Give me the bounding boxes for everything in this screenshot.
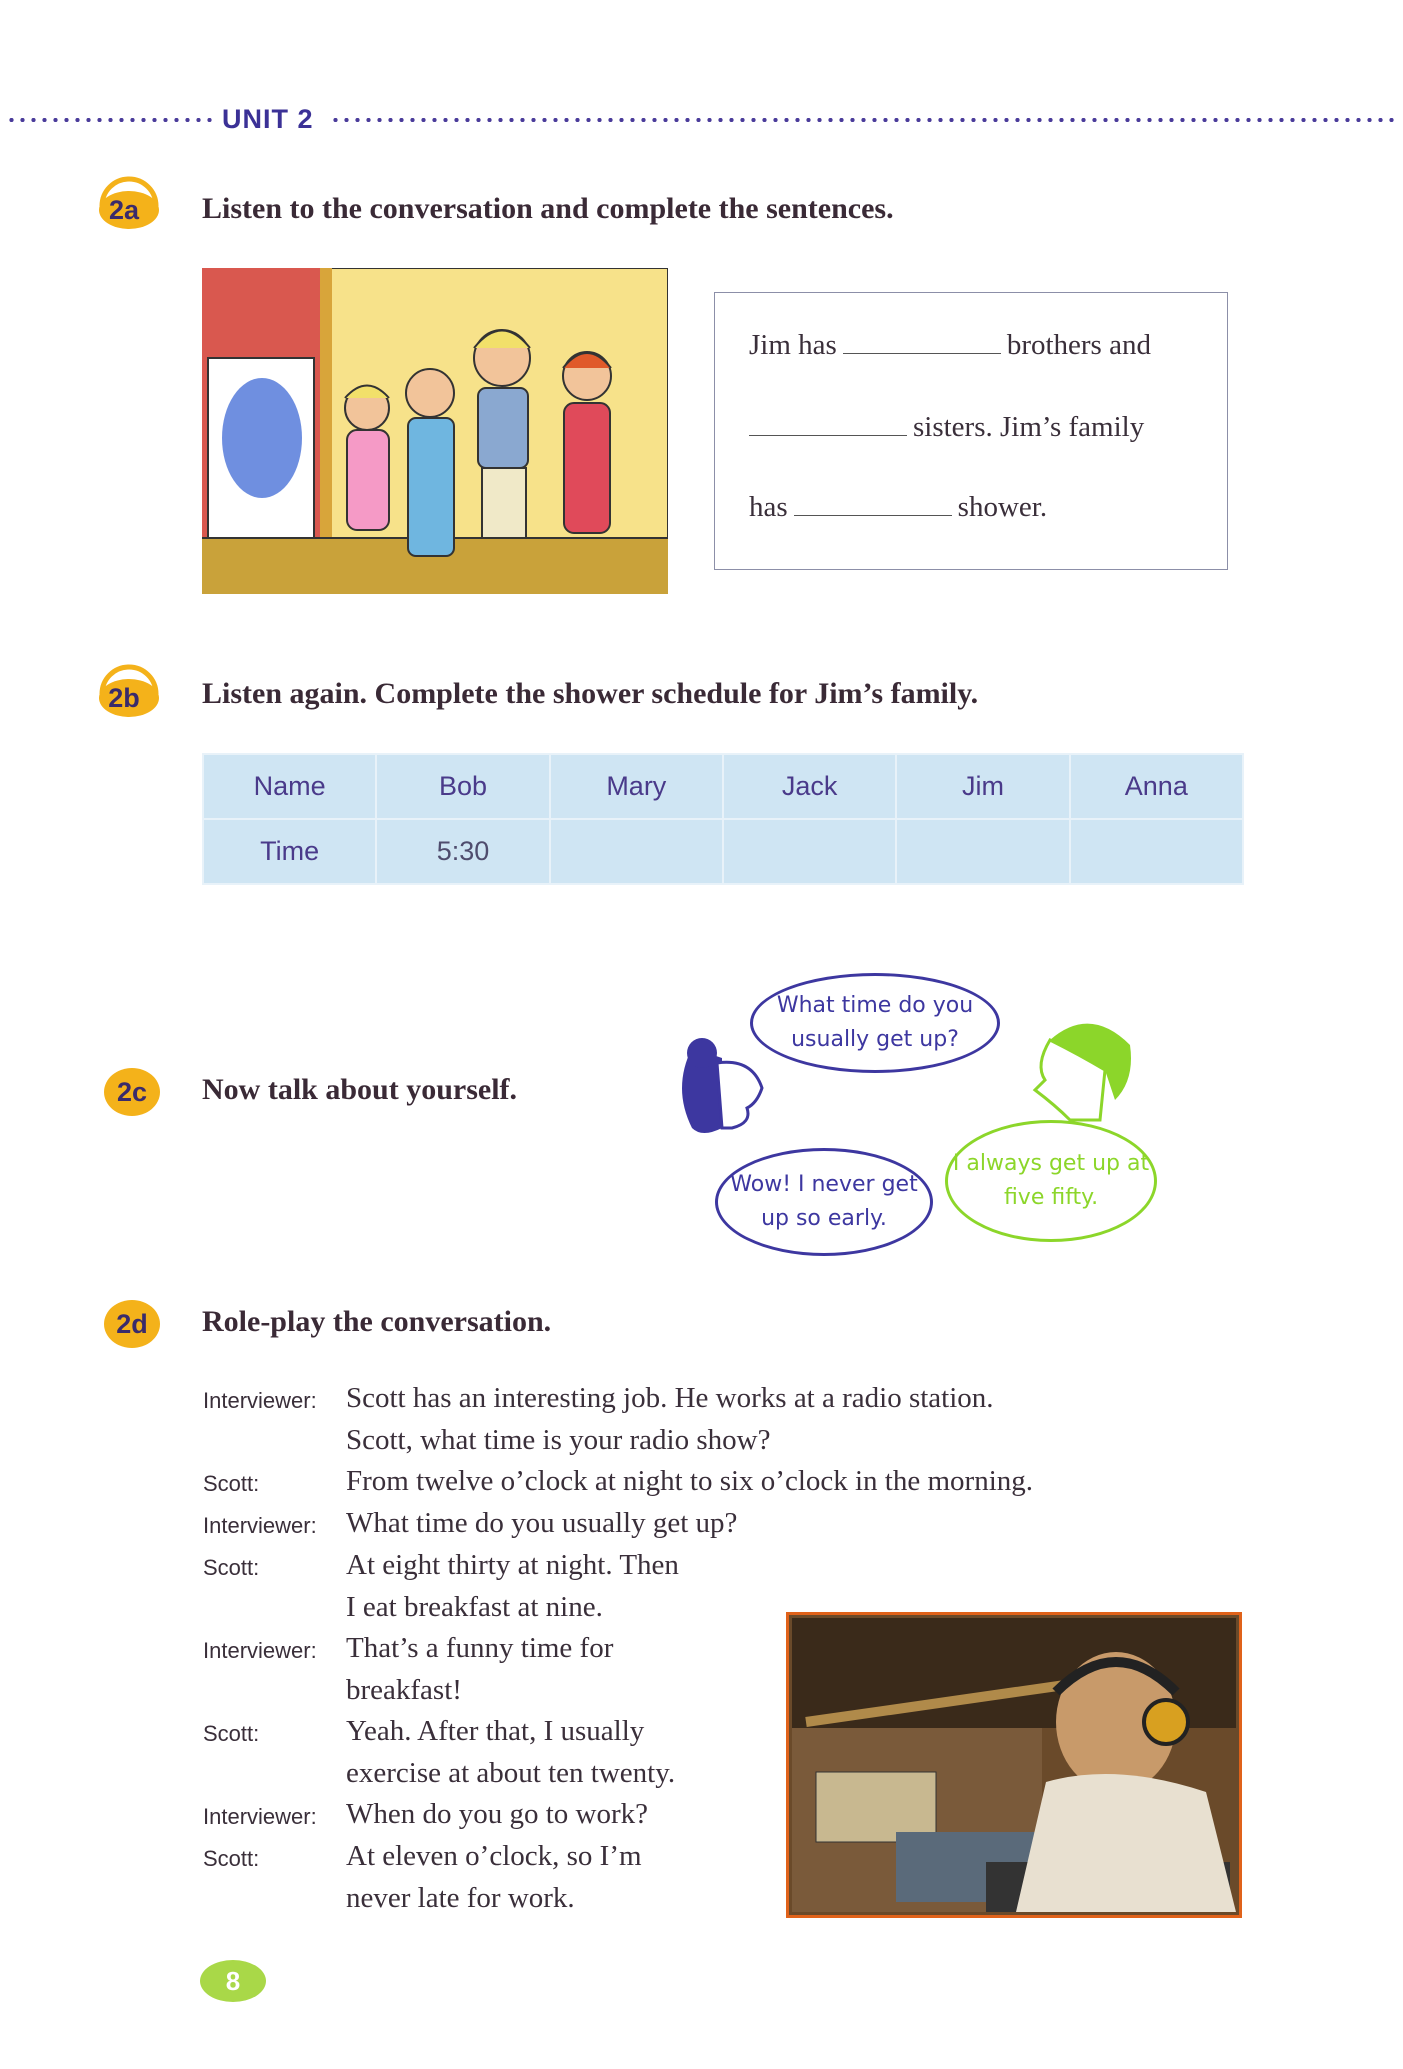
section-title-2b: Listen again. Complete the shower schedule for Jim’s family. xyxy=(202,677,979,710)
table-row-label: Time xyxy=(203,819,376,884)
table-cell-blank[interactable] xyxy=(1070,819,1243,884)
table-header-cell: Anna xyxy=(1070,754,1243,819)
speaker-label: Interviewer: xyxy=(203,1388,317,1413)
section-title-2c: Now talk about yourself. xyxy=(202,1073,518,1106)
speaker-label: Scott: xyxy=(203,1555,260,1580)
dialog-line: never late for work. xyxy=(346,1882,575,1914)
table-cell-blank[interactable] xyxy=(550,819,723,884)
shower-schedule-table xyxy=(202,753,1244,885)
section-title-2d: Role-play the conversation. xyxy=(202,1305,552,1338)
section-badge-2c: 2c xyxy=(104,1068,160,1116)
dialog-line: Scott, what time is your radio show? xyxy=(346,1424,771,1456)
table-row xyxy=(203,819,1243,884)
speaker-label: Interviewer: xyxy=(203,1513,317,1538)
sentence-line-2: sisters. Jim’s family xyxy=(749,411,1144,444)
dialog-line: At eight thirty at night. Then xyxy=(346,1549,679,1581)
radio-station-photo xyxy=(786,1612,1242,1918)
dialog-line: What time do you usually get up? xyxy=(346,1507,738,1539)
speaker-label: Scott: xyxy=(203,1471,260,1496)
dialog-line: exercise at about ten twenty. xyxy=(346,1757,676,1789)
family-shower-illustration xyxy=(202,268,668,594)
page-number: 8 xyxy=(200,1960,266,2002)
section-badge-2a: 2a xyxy=(94,188,148,228)
blank-shower[interactable] xyxy=(794,511,952,516)
table-cell-blank[interactable] xyxy=(896,819,1069,884)
blank-sisters[interactable] xyxy=(749,431,907,436)
sentence-line-3: has shower. xyxy=(749,491,1048,523)
blank-brothers[interactable] xyxy=(843,349,1001,354)
table-cell: 5:30 xyxy=(376,819,549,884)
speech-bubble-question: What time do you usually get up? xyxy=(750,973,1000,1073)
speech-bubble-answer: I always get up at five fifty. xyxy=(945,1120,1157,1242)
section-title-2a: Listen to the conversation and complete the sentences. xyxy=(202,192,894,225)
sentence-line-1: Jim has brothers and xyxy=(749,329,1151,361)
table-header-cell: Jack xyxy=(723,754,896,819)
dialog-line: Scott has an interesting job. He works at a radio station. xyxy=(346,1382,994,1414)
dialog-line: I eat breakfast at nine. xyxy=(346,1591,603,1623)
dotted-rule-right xyxy=(330,118,1400,122)
man-face-illustration xyxy=(1010,1010,1140,1130)
dialog-line: Yeah. After that, I usually xyxy=(346,1715,645,1747)
dotted-rule-left xyxy=(6,118,216,122)
section-badge-2d: 2d xyxy=(104,1300,160,1348)
dialog-line: That’s a funny time for xyxy=(346,1632,614,1664)
unit-header xyxy=(0,104,1403,134)
table-header-row xyxy=(203,754,1243,819)
dialog-line: When do you go to work? xyxy=(346,1798,649,1830)
speaker-label: Interviewer: xyxy=(203,1804,317,1829)
fill-in-sentences-box xyxy=(714,292,1228,570)
unit-label: UNIT 2 xyxy=(222,104,314,134)
dialog-line: breakfast! xyxy=(346,1674,462,1706)
table-header-cell: Jim xyxy=(896,754,1069,819)
dialog-line: From twelve o’clock at night to six o’clock in the morning. xyxy=(346,1465,1034,1497)
dialog-line: At eleven o’clock, so I’m xyxy=(346,1840,642,1872)
speech-bubble-reply: Wow! I never get up so early. xyxy=(715,1148,933,1256)
table-header-cell: Mary xyxy=(550,754,723,819)
speaker-label: Interviewer: xyxy=(203,1638,317,1663)
table-header-cell: Bob xyxy=(376,754,549,819)
section-badge-2b: 2b xyxy=(94,676,148,716)
table-cell-blank[interactable] xyxy=(723,819,896,884)
speaker-label: Scott: xyxy=(203,1846,260,1871)
speaker-label: Scott: xyxy=(203,1721,260,1746)
table-header-cell: Name xyxy=(203,754,376,819)
